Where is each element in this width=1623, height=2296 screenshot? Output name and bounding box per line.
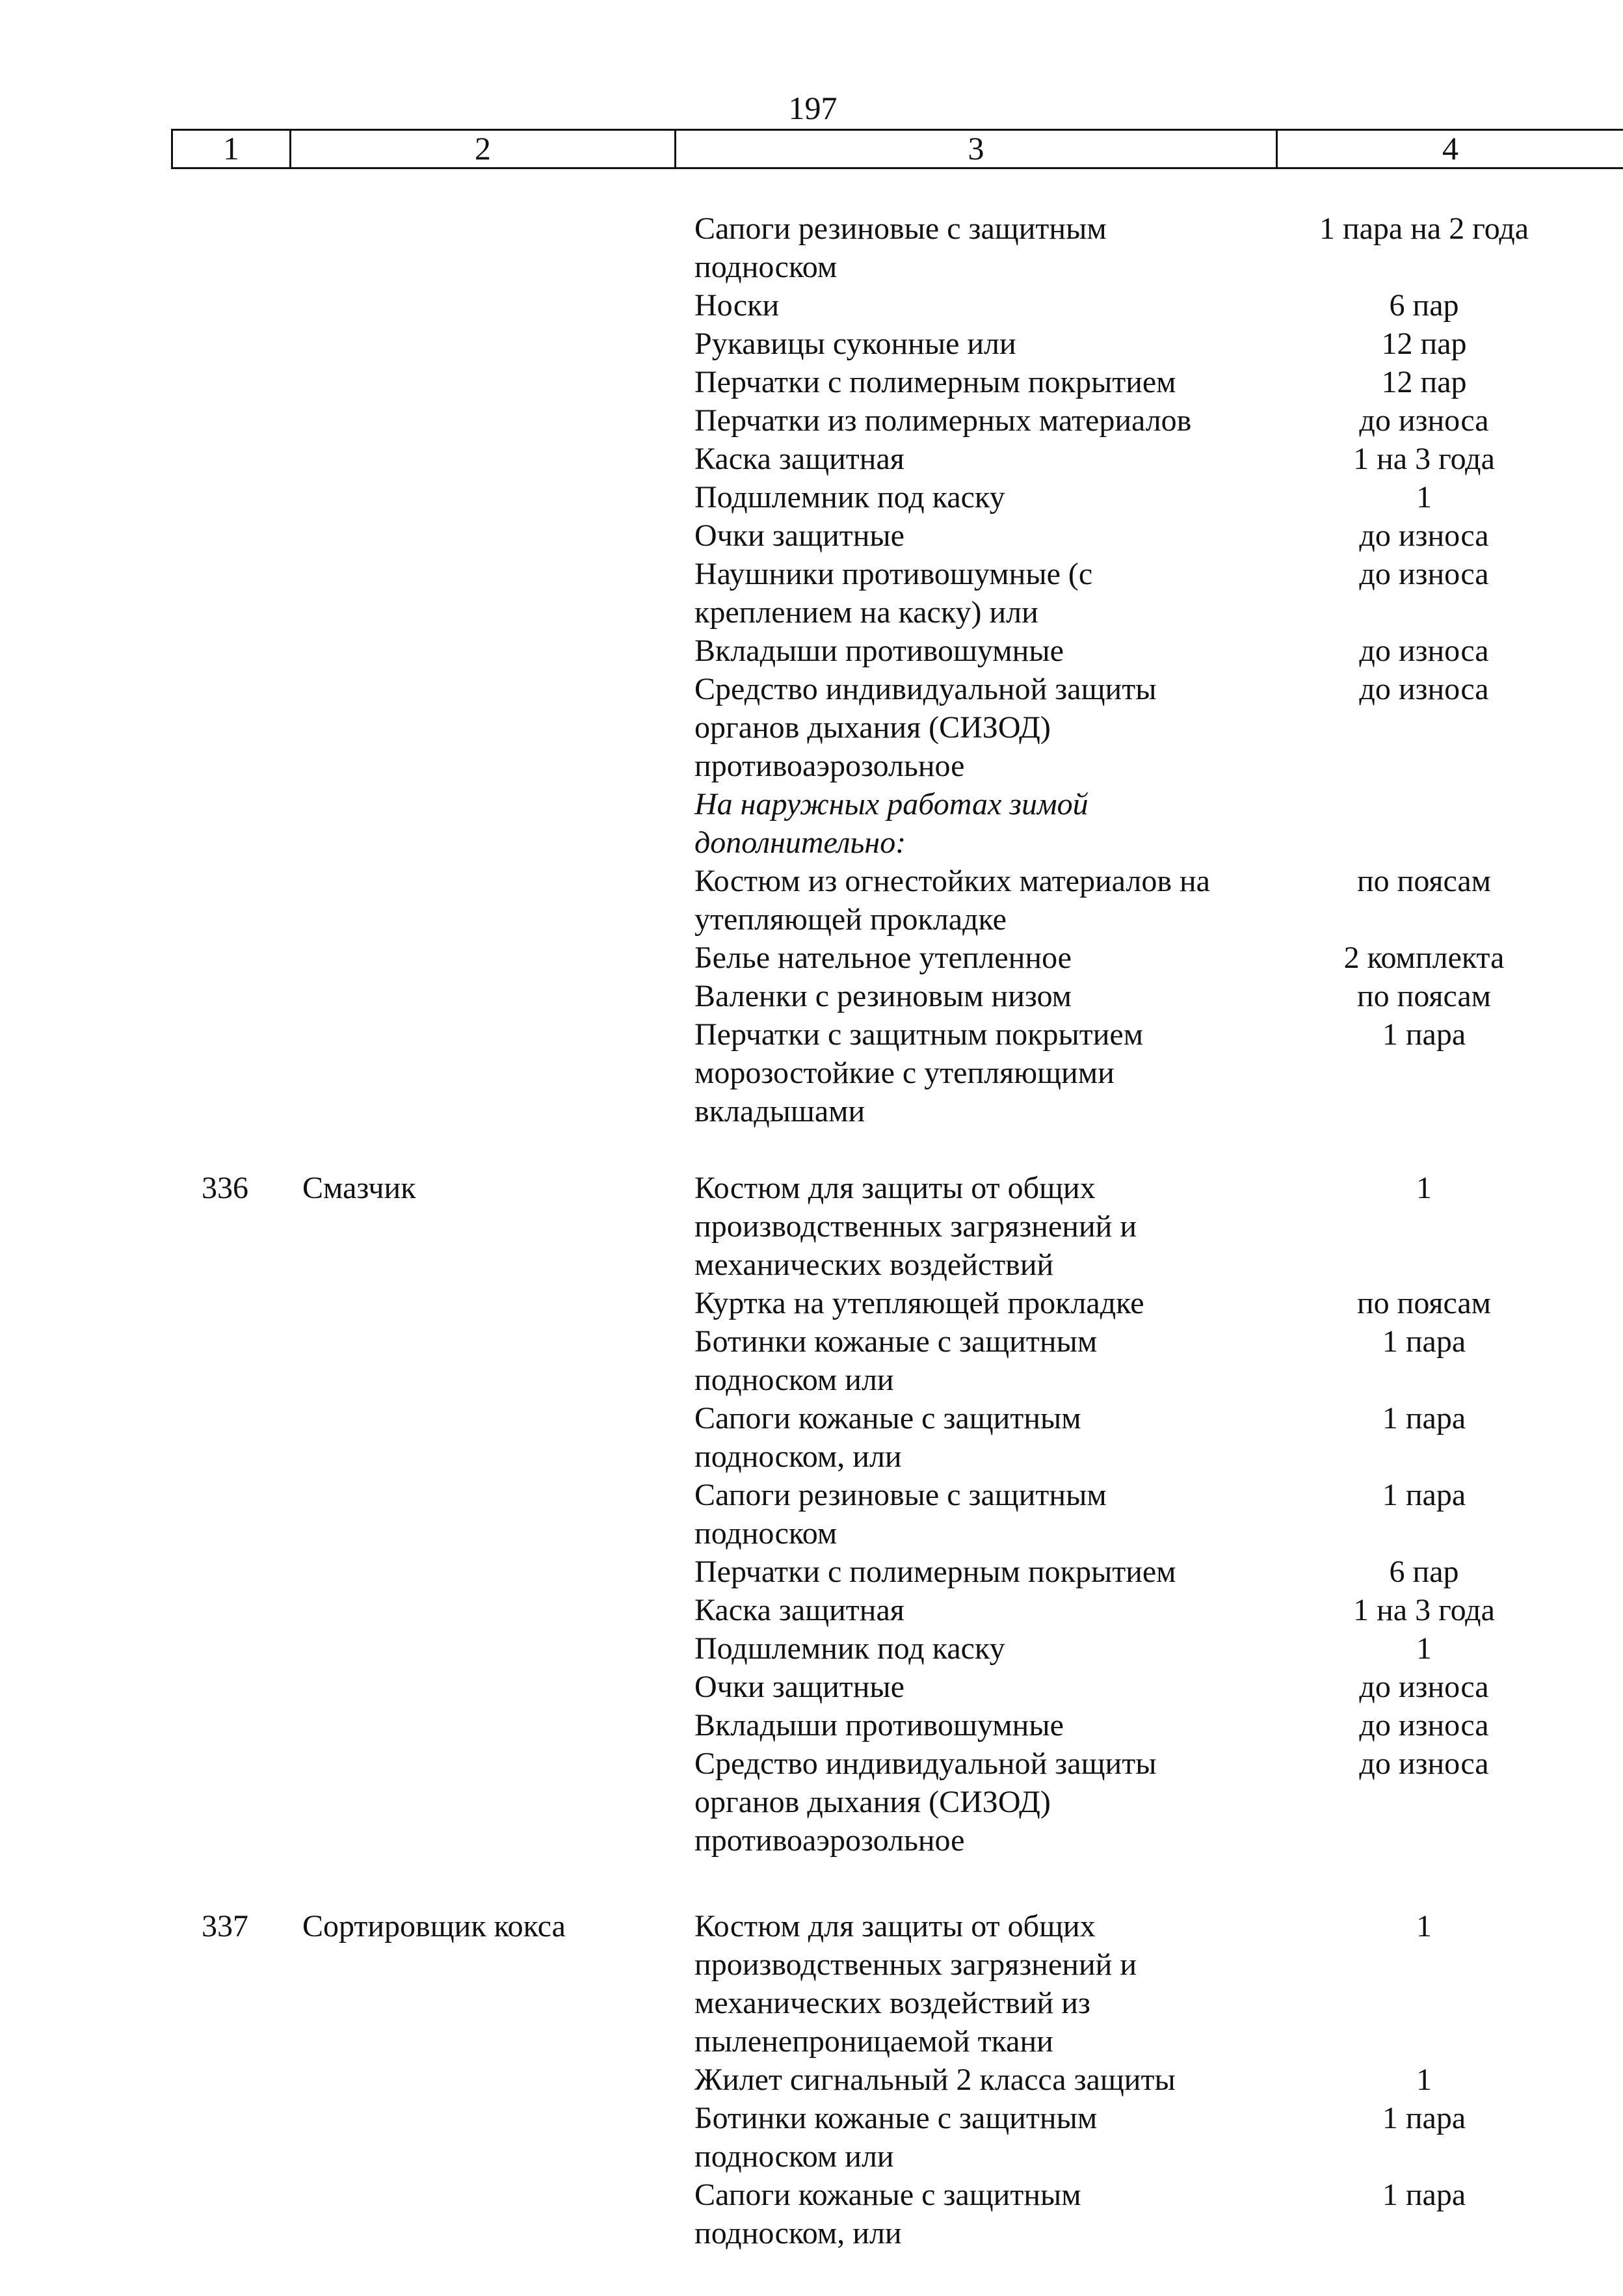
ppe-item-line: Вкладыши противошумные (694, 1708, 1064, 1742)
column-header-3: 3 (674, 131, 1276, 167)
issue-norm: 1 пара (1382, 1324, 1466, 1359)
ppe-item-line: противоаэрозольное (694, 1823, 965, 1858)
ppe-item-line: Сапоги резиновые с защитным (694, 211, 1107, 246)
ppe-item (694, 325, 1267, 363)
ppe-item-line: Костюм для защиты от общих (694, 1909, 1096, 1943)
ppe-item (694, 977, 1267, 1015)
ppe-item (694, 1322, 1267, 1399)
ppe-item-line: механических воздействий из (694, 1986, 1090, 2020)
ppe-item-line: Перчатки с защитным покрытием (694, 1017, 1144, 1052)
ppe-item (694, 1706, 1267, 1744)
ppe-item-line: Средство индивидуальной защиты (694, 672, 1157, 706)
issue-norm: до износа (1359, 672, 1489, 706)
ppe-item (694, 1907, 1267, 2061)
issue-norm: до износа (1359, 557, 1489, 591)
ppe-item-line: производственных загрязнений и (694, 1209, 1137, 1244)
ppe-item-line: На наружных работах зимой (694, 787, 1089, 821)
ppe-item (694, 555, 1267, 632)
ppe-item (694, 1591, 1267, 1629)
ppe-item-line: Каска защитная (694, 442, 904, 476)
ppe-item (694, 1553, 1267, 1591)
ppe-item (694, 209, 1267, 286)
ppe-item-line: Каска защитная (694, 1593, 904, 1627)
profession-name: Смазчик (302, 1171, 416, 1205)
column-header-2: 2 (289, 131, 674, 167)
ppe-item-line: Сапоги кожаные с защитным (694, 1401, 1081, 1435)
issue-norm: до износа (1359, 403, 1489, 438)
ppe-item-line: подноском, или (694, 2216, 902, 2250)
issue-norm: до износа (1359, 1746, 1489, 1781)
ppe-item (694, 363, 1267, 401)
page-number: 197 (788, 90, 838, 126)
ppe-item (694, 632, 1267, 670)
ppe-item-line: Наушники противошумные (с (694, 557, 1093, 591)
row-number: 337 (202, 1909, 248, 1943)
ppe-item-line: Ботинки кожаные с защитным (694, 2101, 1098, 2135)
ppe-item-line: пыленепроницаемой ткани (694, 2024, 1053, 2059)
ppe-item-line: Ботинки кожаные с защитным (694, 1324, 1098, 1359)
issue-norm: до износа (1359, 1708, 1489, 1742)
ppe-item (694, 1284, 1267, 1322)
ppe-item-line: подноском, или (694, 1439, 902, 1474)
ppe-item (694, 939, 1267, 977)
ppe-item-line: Жилет сигнальный 2 класса защиты (694, 2062, 1176, 2097)
ppe-item-line: Подшлемник под каску (694, 1631, 1005, 1666)
ppe-item-line: вкладышами (694, 1094, 865, 1128)
ppe-item-line: Перчатки с полимерным покрытием (694, 1555, 1176, 1589)
ppe-item (694, 1476, 1267, 1553)
ppe-item-line: Костюм для защиты от общих (694, 1171, 1096, 1205)
ppe-item-line: Очки защитные (694, 1670, 904, 1704)
ppe-item-line: органов дыхания (СИЗОД) (694, 1785, 1051, 1819)
ppe-item-line: Очки защитные (694, 518, 904, 553)
profession-name: Сортировщик кокса (302, 1909, 566, 1943)
ppe-item-line: дополнительно: (694, 825, 906, 860)
ppe-item (694, 2061, 1267, 2099)
ppe-item-line: Перчатки из полимерных материалов (694, 403, 1192, 438)
ppe-item-line: морозостойкие с утепляющими (694, 1056, 1115, 1090)
ppe-item (694, 1668, 1267, 1706)
ppe-item-line: подноском (694, 1516, 838, 1551)
column-header-4: 4 (1276, 131, 1623, 167)
issue-norm: 1 пара (1382, 1478, 1466, 1512)
issue-norm: 1 пара (1382, 2178, 1466, 2212)
issue-norm: 2 комплекта (1343, 941, 1505, 975)
issue-norm: 6 пар (1389, 1555, 1459, 1589)
issue-norm: 1 (1416, 1171, 1432, 1205)
ppe-item-line: органов дыхания (СИЗОД) (694, 710, 1051, 745)
ppe-item (694, 1399, 1267, 1476)
issue-norm: по поясам (1356, 864, 1492, 898)
ppe-item-line: Сапоги резиновые с защитным (694, 1478, 1107, 1512)
ppe-item-line: Носки (694, 288, 780, 323)
ppe-item-line: подноском (694, 250, 838, 284)
issue-norm: по поясам (1356, 1286, 1492, 1320)
issue-norm: 1 на 3 года (1353, 442, 1495, 476)
ppe-item (694, 401, 1267, 440)
issue-norm: по поясам (1356, 979, 1492, 1013)
ppe-item-line: Рукавицы суконные или (694, 327, 1016, 361)
issue-norm: 1 (1416, 1909, 1432, 1943)
ppe-item (694, 1629, 1267, 1668)
ppe-item (694, 2176, 1267, 2252)
ppe-item (694, 440, 1267, 478)
issue-norm: 6 пар (1389, 288, 1459, 323)
issue-norm: до износа (1359, 634, 1489, 668)
ppe-item-line: подноском или (694, 2139, 894, 2174)
ppe-item (694, 516, 1267, 555)
ppe-item-line: утепляющей прокладке (694, 902, 1007, 937)
issue-norm: 1 (1416, 2062, 1432, 2097)
ppe-item-line: Перчатки с полимерным покрытием (694, 365, 1176, 399)
issue-norm: до износа (1359, 1670, 1489, 1704)
ppe-item-line: Сапоги кожаные с защитным (694, 2178, 1081, 2212)
ppe-item (694, 286, 1267, 325)
ppe-item-line: механических воздействий (694, 1248, 1054, 1282)
issue-norm: 12 пар (1381, 327, 1467, 361)
issue-norm: 1 пара на 2 года (1319, 211, 1529, 246)
issue-norm: 1 на 3 года (1353, 1593, 1495, 1627)
issue-norm: 12 пар (1381, 365, 1467, 399)
ppe-item-line: Средство индивидуальной защиты (694, 1746, 1157, 1781)
ppe-item-line: Куртка на утепляющей прокладке (694, 1286, 1144, 1320)
ppe-item (694, 1744, 1267, 1860)
issue-norm: 1 (1416, 480, 1432, 514)
issue-norm: 1 (1416, 1631, 1432, 1666)
issue-norm: 1 пара (1382, 1401, 1466, 1435)
ppe-item-line: Подшлемник под каску (694, 480, 1005, 514)
issue-norm: 1 пара (1382, 1017, 1466, 1052)
ppe-item (694, 2099, 1267, 2176)
row-number: 336 (202, 1171, 248, 1205)
ppe-item (694, 862, 1267, 939)
ppe-item-line: Валенки с резиновым низом (694, 979, 1072, 1013)
ppe-item-line: производственных загрязнений и (694, 1947, 1137, 1982)
ppe-item-line: Костюм из огнестойких материалов на (694, 864, 1210, 898)
ppe-item (694, 478, 1267, 516)
ppe-item-line: креплением на каску) или (694, 595, 1038, 630)
issue-norm: до износа (1359, 518, 1489, 553)
ppe-item-line: Белье нательное утепленное (694, 941, 1072, 975)
ppe-item (694, 1015, 1267, 1130)
column-header-1: 1 (171, 131, 289, 167)
ppe-item (694, 670, 1267, 785)
ppe-item (694, 785, 1267, 862)
ppe-item-line: подноском или (694, 1363, 894, 1397)
issue-norm: 1 пара (1382, 2101, 1466, 2135)
ppe-item (694, 1169, 1267, 1284)
ppe-item-line: Вкладыши противошумные (694, 634, 1064, 668)
ppe-item-line: противоаэрозольное (694, 749, 965, 783)
